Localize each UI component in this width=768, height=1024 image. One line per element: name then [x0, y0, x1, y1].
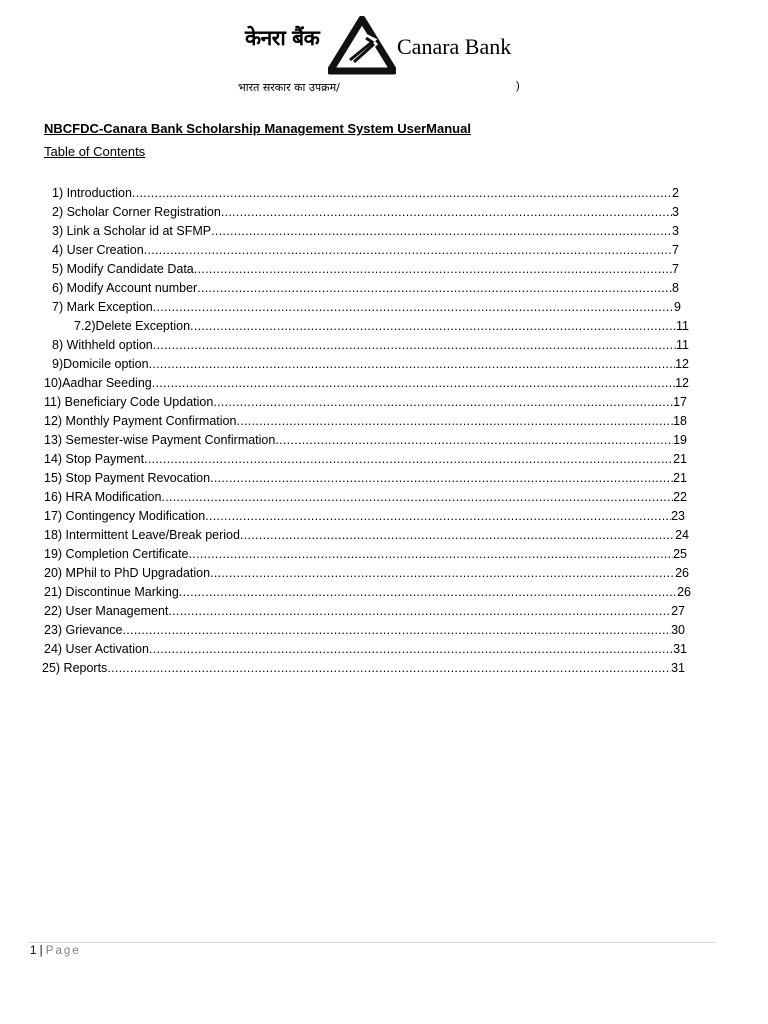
toc-entry-page: 3	[672, 205, 679, 219]
toc-entry-page: 18	[673, 414, 687, 428]
toc-leader-dots	[275, 431, 673, 450]
page-label: Page	[45, 945, 81, 957]
toc-entry-domicile-option[interactable]	[52, 355, 689, 374]
toc-entry-modify-account-number[interactable]	[52, 279, 679, 298]
toc-entry-mark-exception[interactable]	[52, 298, 681, 317]
government-undertaking-line: भारत सरकार का उपक्रम/	[238, 81, 340, 94]
toc-entry-intermittent-leave[interactable]	[44, 526, 689, 545]
toc-entry-semester-wise-payment-confirmation[interactable]	[44, 431, 687, 450]
footer-divider	[28, 942, 716, 943]
toc-entry-monthly-payment-confirmation[interactable]	[44, 412, 687, 431]
toc-leader-dots	[144, 450, 673, 469]
toc-entry-label: 11) Beneficiary Code Updation	[44, 395, 214, 409]
toc-entry-label: 25) Reports	[42, 661, 108, 675]
toc-entry-stop-payment[interactable]	[44, 450, 687, 469]
toc-leader-dots	[240, 526, 675, 545]
toc-entry-label: 23) Grievance	[44, 623, 123, 637]
canara-bank-logo-icon	[328, 16, 396, 76]
toc-entry-page: 21	[673, 452, 687, 466]
toc-leader-dots	[152, 374, 675, 393]
toc-entry-page: 11	[676, 319, 689, 333]
logo-hindi-text: केनरा बैंक	[245, 26, 320, 50]
toc-leader-dots	[144, 241, 672, 260]
toc-entry-link-scholar-id[interactable]	[52, 222, 679, 241]
toc-entry-page: 25	[673, 547, 687, 561]
toc-entry-page: 19	[673, 433, 687, 447]
toc-leader-dots	[213, 393, 673, 412]
toc-entry-label: 18) Intermittent Leave/Break period	[44, 528, 240, 542]
subtitle-closing-paren: )	[516, 80, 520, 92]
toc-entry-page: 7	[672, 262, 679, 276]
toc-entry-grievance[interactable]	[44, 621, 685, 640]
toc-leader-dots	[194, 260, 672, 279]
toc-entry-label: 12) Monthly Payment Confirmation	[44, 414, 237, 428]
toc-entry-page: 23	[671, 509, 685, 523]
toc-entry-withheld-option[interactable]	[52, 336, 689, 355]
toc-leader-dots	[149, 640, 673, 659]
toc-leader-dots	[161, 488, 673, 507]
document-title: NBCFDC-Canara Bank Scholarship Management System UserManual	[44, 121, 471, 136]
toc-entry-label: 17) Contingency Modification	[44, 509, 206, 523]
toc-entry-page: 12	[675, 376, 689, 390]
toc-entry-page: 22	[673, 490, 687, 504]
toc-entry-label: 16) HRA Modification	[44, 490, 162, 504]
toc-leader-dots	[153, 336, 676, 355]
toc-entry-scholar-corner-registration[interactable]	[52, 203, 679, 222]
toc-entry-label: 20) MPhil to PhD Upgradation	[44, 566, 211, 580]
toc-leader-dots	[132, 184, 672, 203]
logo-english-text: Canara Bank	[397, 34, 512, 59]
toc-entry-page: 17	[673, 395, 687, 409]
toc-entry-label: 21) Discontinue Marking	[44, 585, 179, 599]
toc-leader-dots	[211, 222, 672, 241]
toc-entry-page: 30	[671, 623, 685, 637]
toc-entry-page: 21	[673, 471, 687, 485]
toc-entry-label: 24) User Activation	[44, 642, 149, 656]
toc-leader-dots	[189, 545, 674, 564]
toc-entry-label: 2) Scholar Corner Registration	[52, 205, 221, 219]
toc-entry-label: 13) Semester-wise Payment Confirmation	[44, 433, 276, 447]
toc-leader-dots	[179, 583, 677, 602]
toc-entry-label: 7) Mark Exception	[52, 300, 153, 314]
toc-entry-label: 22) User Management	[44, 604, 169, 618]
toc-leader-dots	[197, 279, 672, 298]
toc-entry-delete-exception[interactable]	[74, 317, 689, 336]
toc-entry-label: 4) User Creation	[52, 243, 144, 257]
toc-entry-aadhar-seeding[interactable]	[44, 374, 689, 393]
toc-entry-page: 31	[671, 661, 685, 675]
toc-leader-dots	[107, 659, 671, 678]
toc-entry-label: 5) Modify Candidate Data	[52, 262, 194, 276]
toc-entry-user-management[interactable]	[44, 602, 685, 621]
toc-entry-stop-payment-revocation[interactable]	[44, 469, 687, 488]
toc-entry-beneficiary-code-updation[interactable]	[44, 393, 687, 412]
toc-entry-page: 3	[672, 224, 679, 238]
toc-entry-page: 8	[672, 281, 679, 295]
footer-separator: |	[36, 945, 46, 957]
toc-entry-user-creation[interactable]	[52, 241, 679, 260]
toc-entry-label: 1) Introduction	[52, 186, 132, 200]
toc-entry-page: 26	[675, 566, 689, 580]
toc-entry-hra-modification[interactable]	[44, 488, 687, 507]
toc-entry-page: 24	[675, 528, 689, 542]
page-footer	[30, 945, 81, 957]
toc-entry-reports[interactable]	[42, 659, 685, 678]
toc-entry-label: 8) Withheld option	[52, 338, 153, 352]
toc-entry-completion-certificate[interactable]	[44, 545, 687, 564]
toc-entry-page: 2	[672, 186, 679, 200]
toc-leader-dots	[190, 317, 676, 336]
toc-entry-introduction[interactable]	[52, 184, 679, 203]
toc-leader-dots	[123, 621, 672, 640]
toc-entry-label: 19) Completion Certificate	[44, 547, 189, 561]
toc-leader-dots	[236, 412, 673, 431]
toc-entry-page: 27	[671, 604, 685, 618]
page-number: 1	[30, 945, 37, 957]
toc-leader-dots	[168, 602, 671, 621]
toc-entry-label: 3) Link a Scholar id at SFMP	[52, 224, 212, 238]
toc-entry-user-activation[interactable]	[44, 640, 687, 659]
toc-entry-page: 31	[673, 642, 687, 656]
toc-entry-label: 14) Stop Payment	[44, 452, 145, 466]
toc-entry-mphil-to-phd-upgradation[interactable]	[44, 564, 689, 583]
toc-entry-page: 12	[675, 357, 689, 371]
toc-entry-page: 26	[677, 585, 691, 599]
toc-heading: Table of Contents	[44, 144, 146, 159]
toc-entry-discontinue-marking[interactable]	[44, 583, 691, 602]
toc-leader-dots	[221, 203, 672, 222]
toc-entry-page: 9	[674, 300, 681, 314]
toc-leader-dots	[205, 507, 671, 526]
toc-leader-dots	[210, 564, 675, 583]
toc-entry-label: 6) Modify Account number	[52, 281, 198, 295]
toc-entry-page: 7	[672, 243, 679, 257]
toc-leader-dots	[153, 298, 674, 317]
toc-entry-contingency-modification[interactable]	[44, 507, 685, 526]
toc-leader-dots	[210, 469, 673, 488]
toc-entry-label: 7.2)Delete Exception	[74, 319, 191, 333]
toc-leader-dots	[149, 355, 676, 374]
toc-entry-page: 11	[676, 338, 689, 352]
toc-entry-label: 10)Aadhar Seeding	[44, 376, 152, 390]
toc-entry-label: 15) Stop Payment Revocation	[44, 471, 211, 485]
toc-entry-modify-candidate-data[interactable]	[52, 260, 679, 279]
toc-entry-label: 9)Domicile option	[52, 357, 149, 371]
